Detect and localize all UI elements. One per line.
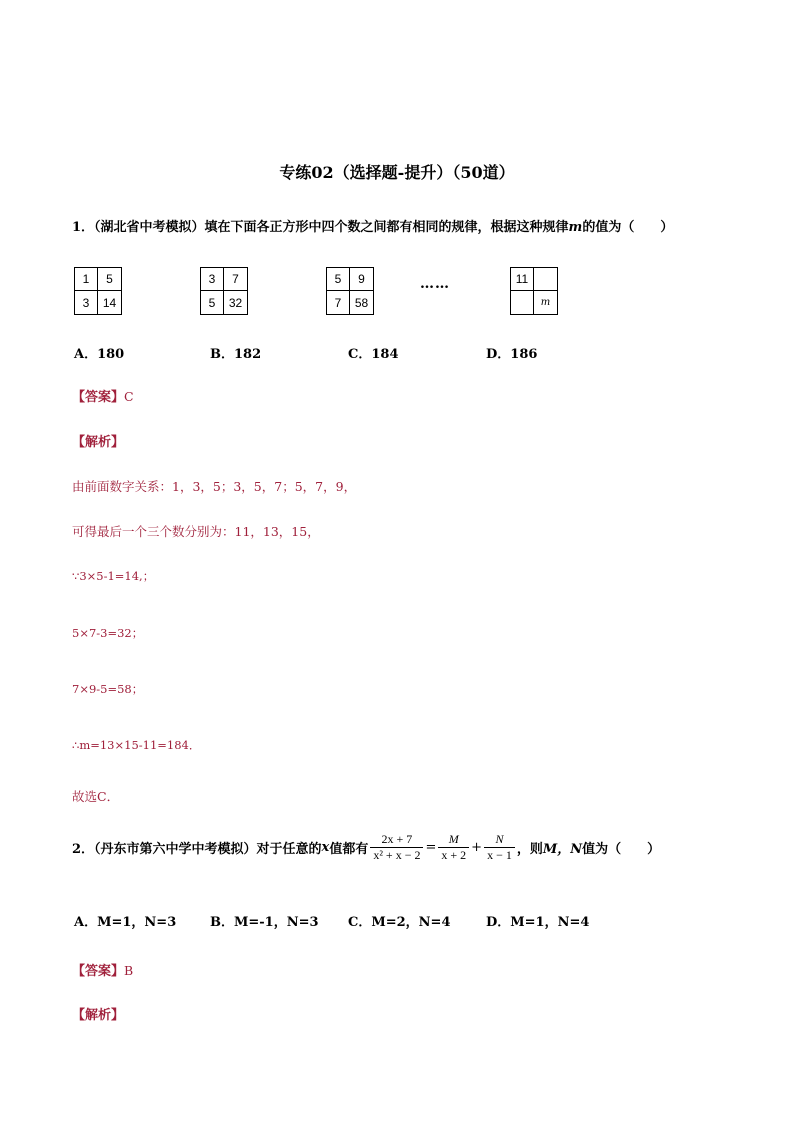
question-1-var: m [568,220,583,235]
question-2-stem [72,832,660,863]
square-cell: 5 [327,268,350,291]
plus-sign: + [471,840,483,855]
answer-1 [72,386,134,405]
analysis-line: 故选C． [72,789,120,804]
option-a: A．180 [74,347,125,362]
question-2-stem-b: 值都有 [329,842,369,857]
option-b: B．182 [210,347,262,362]
option-d: D．M=1，N=4 [486,915,590,930]
fraction-lhs [370,832,423,863]
square-cell: m [540,297,551,308]
square-cell: 14 [102,295,117,310]
analysis-line: ∴m=13×15-11=184． [72,738,201,752]
question-1-stem-end: 的值为（ ） [582,220,674,235]
fraction-n [484,832,515,863]
analysis-line: 7×9-5=58； [72,682,144,696]
square-cell: 9 [350,268,373,291]
fraction-numerator: N [495,832,504,846]
answer-tag: 【答案】 [72,390,125,405]
square-cell: 5 [201,291,224,314]
fraction-m [438,832,469,863]
fraction-denominator: x − 1 [484,847,515,863]
square-cell [534,268,557,291]
option-c: C．184 [348,347,399,362]
question-1-stem-text: 1．（湖北省中考模拟）填在下面各正方形中四个数之间都有相同的规律，根据这种规律 [72,220,569,235]
question-2-stem-c: ，则 [516,842,543,857]
question-2-stem-a: 2．（丹东市第六中学中考模拟）对于任意的 [72,842,322,857]
question-1-stem [72,216,673,235]
fraction-numerator: 2x + 7 [381,832,413,846]
square-cell: 1 [75,268,98,291]
square-cell: 58 [354,295,369,310]
fraction-numerator: M [448,832,459,846]
option-b: B．M=-1，N=3 [210,915,319,930]
question-2-stem-d: 值为（ ） [582,842,661,857]
option-d: D．186 [486,347,538,362]
answer-tag: 【答案】 [72,964,125,979]
fraction-denominator: x² + x − 2 [370,847,423,863]
analysis-line: 由前面数字关系：1，3，5；3，5，7；5，7，9， [72,479,357,494]
square-cell: 7 [224,268,247,291]
fraction-denominator: x + 2 [438,847,469,863]
square-cell: 7 [327,291,350,314]
equals-sign: = [425,840,437,855]
square-cell: 3 [201,268,224,291]
analysis-tag: 【解析】 [72,1008,125,1023]
analysis-line: ∵3×5-1=14,； [72,569,155,583]
square-cell: 11 [511,268,534,291]
analysis-tag: 【解析】 [72,435,125,450]
square-4 [510,267,558,315]
option-a: A．M=1，N=3 [74,915,177,930]
question-2-mn: M，N [542,842,583,857]
square-cell [511,291,534,314]
answer-value: B [124,963,134,978]
page-title: 专练02（选择题-提升）（50道） [279,163,515,182]
square-cell: 5 [98,268,121,291]
square-2 [200,267,248,315]
option-c: C．M=2，N=4 [348,915,451,930]
square-cell: 32 [228,295,243,310]
square-cell: 3 [75,291,98,314]
analysis-line: 5×7-3=32； [72,626,144,640]
answer-value: C [124,389,134,404]
ellipsis: …… [420,276,450,292]
square-3 [326,267,374,315]
question-2-x: x [321,840,330,855]
analysis-line: 可得最后一个三个数分别为：11，13，15， [72,524,320,539]
square-1 [74,267,122,315]
answer-2 [72,960,133,979]
